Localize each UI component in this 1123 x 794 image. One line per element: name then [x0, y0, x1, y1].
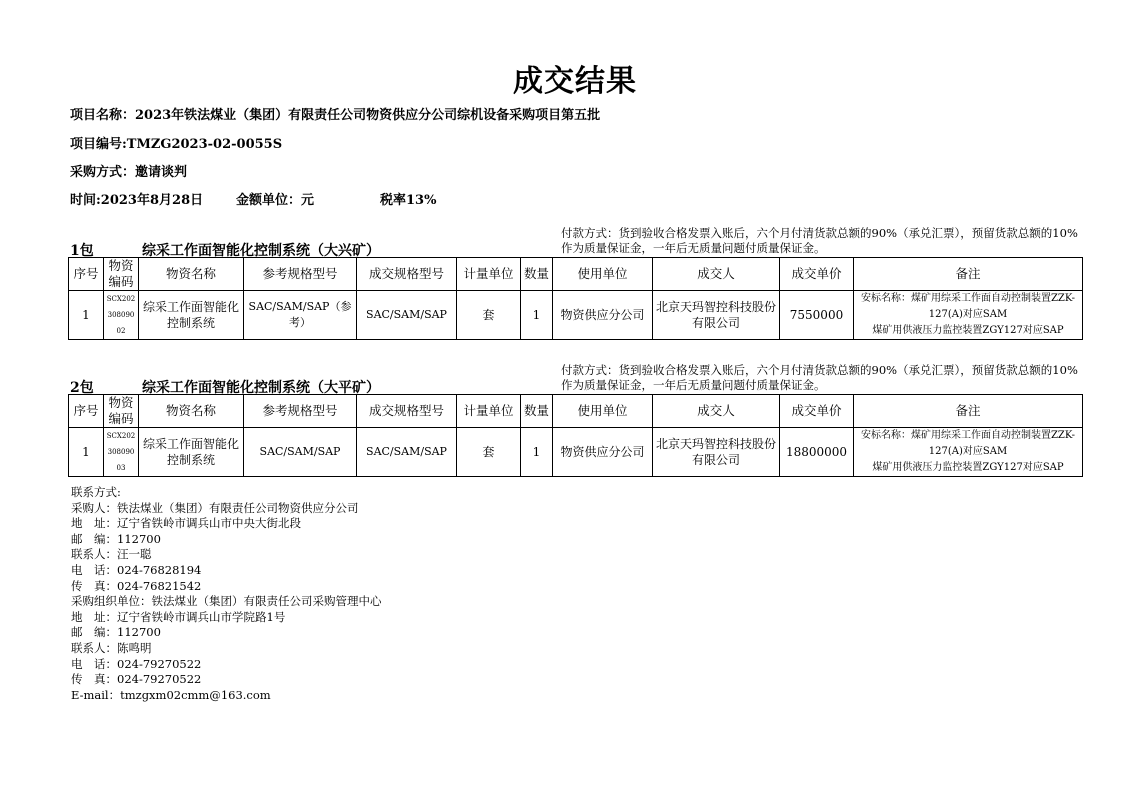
project-name: 项目名称：2023年铁法煤业（集团）有限责任公司物资供应分公司综机设备采购项目第五批 — [70, 108, 601, 123]
date: 时间:2023年8月28日 — [70, 193, 204, 208]
header-cell: 物资编码 — [104, 395, 139, 428]
remark-cell — [854, 291, 1083, 340]
header-cell: 物资编码 — [104, 258, 139, 291]
ref-spec-cell: SAC/SAM/SAP（参考） — [244, 291, 357, 340]
user-cell: 物资供应分公司 — [553, 291, 653, 340]
qty-cell: 1 — [521, 291, 553, 340]
package-name: 综采工作面智能化控制系统（大兴矿） — [142, 243, 380, 259]
amount-unit: 金额单位：元 — [236, 193, 315, 208]
contact-line: 地 址：辽宁省铁岭市调兵山市中央大街北段 — [71, 516, 301, 531]
remark-line: 安标名称：煤矿用综采工作面自动控制装置ZZK-127(A)对应SAM — [860, 430, 1076, 457]
header-cell: 参考规格型号 — [244, 258, 357, 291]
contact-line: 电 话：024-79270522 — [71, 656, 202, 671]
header-cell: 计量单位 — [457, 258, 521, 291]
contact-line: 联系人：陈鸣明 — [71, 640, 152, 655]
procurement-method: 采购方式：邀请谈判 — [70, 165, 188, 180]
ref-spec-cell: SAC/SAM/SAP — [244, 428, 357, 477]
contact-line: 邮 编：112700 — [71, 625, 161, 640]
package-number: 2包 — [70, 380, 94, 396]
price-cell: 7550000 — [780, 291, 854, 340]
header-cell: 成交人 — [653, 258, 780, 291]
contact-line: 电 话：024-76828194 — [71, 562, 202, 577]
package-1-table — [68, 257, 1083, 340]
contact-line: 采购人：铁法煤业（集团）有限责任公司物资供应分公司 — [71, 500, 359, 515]
deal-spec-cell: SAC/SAM/SAP — [357, 291, 457, 340]
vendor-cell: 北京天玛智控科技股份有限公司 — [653, 291, 780, 340]
deal-spec-cell: SAC/SAM/SAP — [357, 428, 457, 477]
table-row — [69, 291, 1083, 340]
header-cell: 成交规格型号 — [357, 258, 457, 291]
contact-line: 地 址：辽宁省铁岭市调兵山市学院路1号 — [71, 609, 286, 624]
header-cell: 使用单位 — [553, 395, 653, 428]
contact-line: 联系人：汪一聪 — [71, 547, 152, 562]
project-number: 项目编号:TMZG2023-02-0055S — [70, 137, 283, 152]
package-name: 综采工作面智能化控制系统（大平矿） — [142, 380, 380, 396]
table-header-row — [69, 258, 1083, 291]
header-cell: 成交规格型号 — [357, 395, 457, 428]
table-header-row — [69, 395, 1083, 428]
seq-cell: 1 — [69, 291, 104, 340]
code-cell: SCX20230809002 — [104, 291, 139, 340]
header-cell: 序号 — [69, 258, 104, 291]
seq-cell: 1 — [69, 428, 104, 477]
email-line: E-mail：tmzgxm02cmm@163.com — [71, 687, 271, 702]
price-cell: 18800000 — [780, 428, 854, 477]
payment-terms: 付款方式：货到验收合格发票入账后，六个月付清货款总额的90%（承兑汇票），预留货款总额的10%作为质量保证金，一年后无质量问题付质量保证金。 — [561, 226, 1078, 255]
header-cell: 计量单位 — [457, 395, 521, 428]
header-cell: 成交单价 — [780, 395, 854, 428]
header-cell: 使用单位 — [553, 258, 653, 291]
remark-line: 安标名称：煤矿用综采工作面自动控制装置ZZK-127(A)对应SAM — [860, 293, 1076, 320]
header-cell: 数量 — [521, 395, 553, 428]
header-cell: 成交人 — [653, 395, 780, 428]
contact-line: 采购组织单位：铁法煤业（集团）有限责任公司采购管理中心 — [71, 594, 382, 609]
user-cell: 物资供应分公司 — [553, 428, 653, 477]
header-cell: 物资名称 — [139, 258, 244, 291]
vendor-cell: 北京天玛智控科技股份有限公司 — [653, 428, 780, 477]
header-cell: 数量 — [521, 258, 553, 291]
header-cell: 序号 — [69, 395, 104, 428]
package-number: 1包 — [70, 243, 94, 259]
page-title: 成交结果 — [513, 64, 637, 99]
contact-line: 传 真：024-76821542 — [71, 578, 202, 593]
remark-cell — [854, 428, 1083, 477]
code-cell: SCX20230809003 — [104, 428, 139, 477]
remark-line: 煤矿用供液压力监控装置ZGY127对应SAP — [872, 462, 1064, 473]
qty-cell: 1 — [521, 428, 553, 477]
uom-cell: 套 — [457, 428, 521, 477]
tax-rate: 税率13% — [380, 193, 437, 208]
header-cell: 物资名称 — [139, 395, 244, 428]
contact-info — [71, 485, 382, 703]
contact-line: 邮 编：112700 — [71, 531, 161, 546]
header-cell: 备注 — [854, 395, 1083, 428]
table-row — [69, 428, 1083, 477]
package-2-table — [68, 394, 1083, 477]
header-cell: 备注 — [854, 258, 1083, 291]
header-cell: 参考规格型号 — [244, 395, 357, 428]
header-cell: 成交单价 — [780, 258, 854, 291]
payment-terms: 付款方式：货到验收合格发票入账后，六个月付清货款总额的90%（承兑汇票），预留货款总额的10%作为质量保证金，一年后无质量问题付质量保证金。 — [561, 363, 1078, 392]
item-cell: 综采工作面智能化控制系统 — [139, 428, 244, 477]
item-cell: 综采工作面智能化控制系统 — [139, 291, 244, 340]
contact-line: 传 真：024-79270522 — [71, 672, 202, 687]
remark-line: 煤矿用供液压力监控装置ZGY127对应SAP — [872, 325, 1064, 336]
contact-line: 联系方式: — [71, 485, 121, 499]
uom-cell: 套 — [457, 291, 521, 340]
